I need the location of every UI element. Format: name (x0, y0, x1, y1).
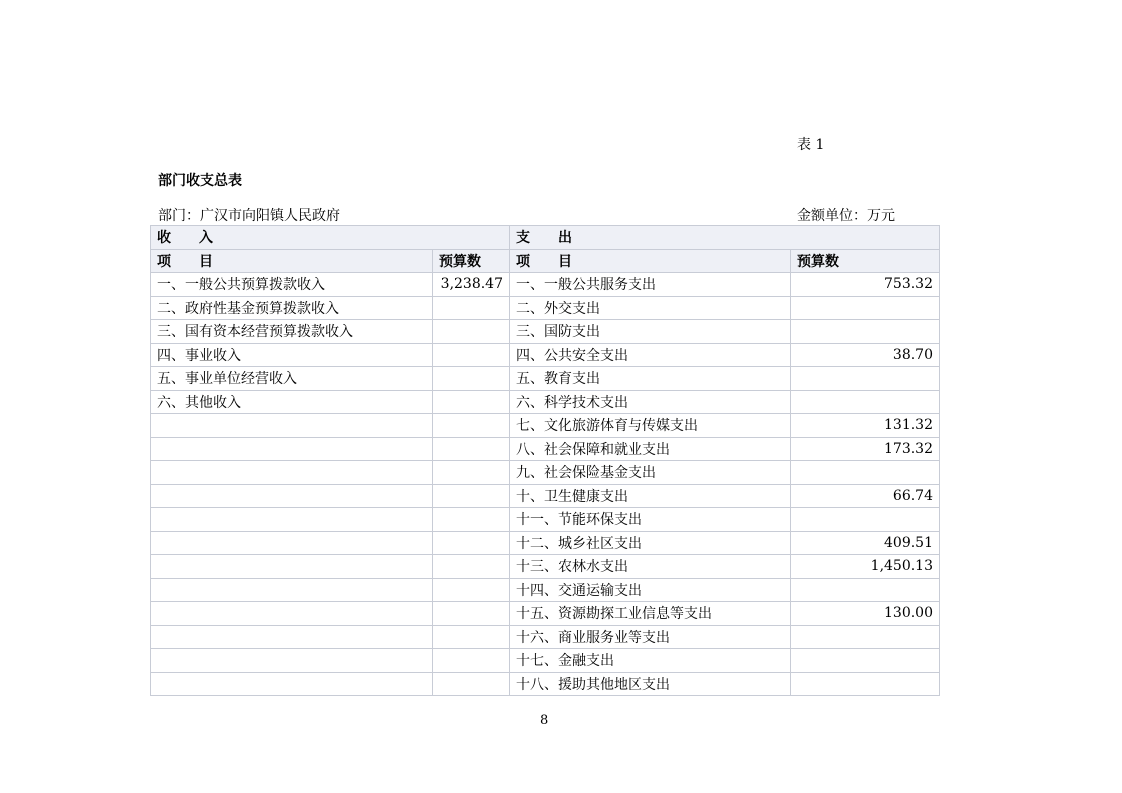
expense-budget-column-header: 预算数 (791, 249, 940, 273)
table-row (151, 414, 940, 438)
department-label: 部门：广汉市向阳镇人民政府 (158, 208, 340, 224)
income-item-cell (151, 484, 433, 508)
table-row (151, 672, 940, 696)
expense-item-cell: 七、文化旅游体育与传媒支出 (510, 414, 791, 438)
income-item-cell (151, 672, 433, 696)
table-row (151, 484, 940, 508)
expense-amount-cell: 173.32 (791, 437, 940, 461)
expense-item-cell: 十三、农林水支出 (510, 555, 791, 579)
expense-item-cell: 十一、节能环保支出 (510, 508, 791, 532)
expense-item-cell: 十五、资源勘探工业信息等支出 (510, 602, 791, 626)
table-row (151, 273, 940, 297)
income-item-cell: 五、事业单位经营收入 (151, 367, 433, 391)
income-amount-cell (433, 531, 510, 555)
table-column-header-row (151, 249, 940, 273)
expense-item-cell: 十八、援助其他地区支出 (510, 672, 791, 696)
table-row (151, 531, 940, 555)
income-amount-cell (433, 390, 510, 414)
income-amount-cell (433, 484, 510, 508)
expense-amount-cell (791, 296, 940, 320)
income-amount-cell (433, 414, 510, 438)
expense-amount-cell (791, 672, 940, 696)
table-row (151, 578, 940, 602)
income-item-cell (151, 555, 433, 579)
expense-amount-cell: 1,450.13 (791, 555, 940, 579)
income-amount-cell (433, 367, 510, 391)
income-item-cell: 三、国有资本经营预算拨款收入 (151, 320, 433, 344)
expense-amount-cell: 130.00 (791, 602, 940, 626)
table-row (151, 508, 940, 532)
income-item-cell (151, 531, 433, 555)
income-amount-cell: 3,238.47 (433, 273, 510, 297)
expense-item-cell: 六、科学技术支出 (510, 390, 791, 414)
income-item-column-header: 项 目 (151, 249, 433, 273)
expense-section-header: 支 出 (510, 226, 940, 250)
table-row (151, 390, 940, 414)
income-item-cell (151, 625, 433, 649)
income-item-cell: 六、其他收入 (151, 390, 433, 414)
expense-item-cell: 八、社会保障和就业支出 (510, 437, 791, 461)
table-row (151, 320, 940, 344)
income-item-cell (151, 578, 433, 602)
expense-item-cell: 十二、城乡社区支出 (510, 531, 791, 555)
table-section-header-row (151, 226, 940, 250)
expense-item-cell: 十七、金融支出 (510, 649, 791, 673)
expense-amount-cell (791, 625, 940, 649)
expense-amount-cell (791, 649, 940, 673)
expense-amount-cell: 409.51 (791, 531, 940, 555)
table-row (151, 649, 940, 673)
currency-unit-label: 金额单位：万元 (797, 208, 895, 224)
expense-amount-cell (791, 461, 940, 485)
income-amount-cell (433, 555, 510, 579)
table-row (151, 367, 940, 391)
income-amount-cell (433, 602, 510, 626)
income-item-cell (151, 649, 433, 673)
income-item-cell (151, 437, 433, 461)
income-item-cell (151, 461, 433, 485)
income-budget-column-header: 预算数 (433, 249, 510, 273)
table-row (151, 437, 940, 461)
expense-amount-cell: 66.74 (791, 484, 940, 508)
income-item-cell (151, 602, 433, 626)
expense-amount-cell (791, 578, 940, 602)
table-row (151, 296, 940, 320)
expense-item-cell: 三、国防支出 (510, 320, 791, 344)
income-item-cell: 二、政府性基金预算拨款收入 (151, 296, 433, 320)
expense-amount-cell: 753.32 (791, 273, 940, 297)
expense-item-cell: 五、教育支出 (510, 367, 791, 391)
income-amount-cell (433, 578, 510, 602)
income-amount-cell (433, 672, 510, 696)
income-item-cell: 四、事业收入 (151, 343, 433, 367)
income-amount-cell (433, 296, 510, 320)
expense-item-cell: 十四、交通运输支出 (510, 578, 791, 602)
expense-item-cell: 一、一般公共服务支出 (510, 273, 791, 297)
income-item-cell: 一、一般公共预算拨款收入 (151, 273, 433, 297)
table-row (151, 461, 940, 485)
table-row (151, 555, 940, 579)
income-amount-cell (433, 461, 510, 485)
expense-amount-cell: 38.70 (791, 343, 940, 367)
expense-item-cell: 九、社会保险基金支出 (510, 461, 791, 485)
expense-amount-cell (791, 320, 940, 344)
expense-item-cell: 二、外交支出 (510, 296, 791, 320)
income-amount-cell (433, 649, 510, 673)
expense-item-cell: 十、卫生健康支出 (510, 484, 791, 508)
budget-summary-table (150, 225, 940, 696)
expense-item-cell: 十六、商业服务业等支出 (510, 625, 791, 649)
table-row (151, 602, 940, 626)
expense-item-column-header: 项 目 (510, 249, 791, 273)
expense-item-cell: 四、公共安全支出 (510, 343, 791, 367)
income-amount-cell (433, 320, 510, 344)
income-amount-cell (433, 625, 510, 649)
income-amount-cell (433, 508, 510, 532)
income-item-cell (151, 508, 433, 532)
expense-amount-cell (791, 508, 940, 532)
expense-amount-cell (791, 367, 940, 391)
expense-amount-cell (791, 390, 940, 414)
income-item-cell (151, 414, 433, 438)
page-number: 8 (540, 713, 549, 728)
table-row (151, 625, 940, 649)
income-amount-cell (433, 343, 510, 367)
page-title: 部门收支总表 (158, 173, 242, 189)
expense-amount-cell: 131.32 (791, 414, 940, 438)
table-number: 表 1 (797, 137, 825, 153)
income-section-header: 收 入 (151, 226, 510, 250)
income-amount-cell (433, 437, 510, 461)
table-row (151, 343, 940, 367)
